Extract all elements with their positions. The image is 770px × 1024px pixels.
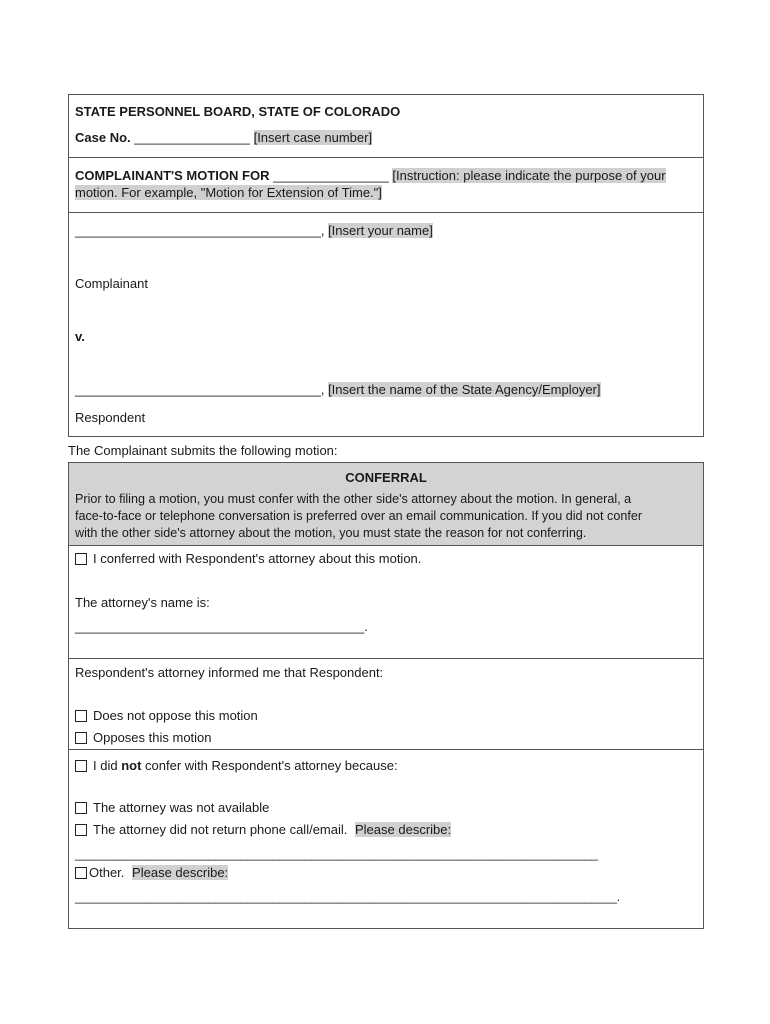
- board-title: STATE PERSONNEL BOARD, STATE OF COLORADO: [75, 104, 401, 119]
- describe-blank-2[interactable]: _____________________________________________________________________________________.: [75, 890, 620, 904]
- opposes-label: Opposes this motion: [93, 730, 212, 745]
- opposes-option: [75, 730, 212, 746]
- versus-label: v.: [75, 329, 85, 344]
- complainant-name-blank[interactable]: __________________________________,: [75, 223, 325, 238]
- no-return-label: The attorney did not return phone call/email.: [93, 822, 348, 837]
- conferral-body-3: with the other side's attorney about the motion, you must state the reason for not conferring.: [75, 526, 587, 540]
- conferral-heading: CONFERRAL: [345, 470, 427, 485]
- motion-title-line: [75, 168, 666, 184]
- complainant-label: Complainant: [75, 276, 148, 291]
- conferral-divider-2: [68, 658, 704, 659]
- does-not-oppose-checkbox[interactable]: [75, 710, 87, 722]
- motion-instruction-1: [Instruction: please indicate the purpose of your: [392, 168, 666, 183]
- respondent-label: Respondent: [75, 410, 146, 425]
- intro-text: The Complainant submits the following motion:: [68, 443, 338, 458]
- caption-divider-1: [68, 157, 704, 158]
- respondent-line: [75, 382, 601, 398]
- case-number-instruction: [Insert case number]: [253, 130, 373, 145]
- caption-divider-2: [68, 212, 704, 213]
- conferred-option-label: I conferred with Respondent's attorney about this motion.: [93, 551, 422, 566]
- complainant-line: [75, 223, 433, 239]
- not-available-option: [75, 800, 269, 816]
- case-number-blank[interactable]: ________________: [134, 130, 250, 145]
- did-not-emphasis: not: [121, 758, 142, 773]
- no-return-checkbox[interactable]: [75, 824, 87, 836]
- describe-blank-1[interactable]: __________________________________________________________________________________: [75, 847, 598, 861]
- did-not-prefix: I did: [93, 758, 118, 773]
- did-not-suffix: confer with Respondent's attorney because:: [145, 758, 398, 773]
- respondent-name-blank[interactable]: __________________________________,: [75, 382, 325, 397]
- conferred-option: [75, 551, 421, 567]
- please-describe-1: Please describe:: [355, 822, 452, 837]
- complainant-instruction: [Insert your name]: [328, 223, 433, 238]
- informed-label: Respondent's attorney informed me that Respondent:: [75, 665, 384, 680]
- other-label: Other.: [89, 865, 125, 880]
- respondent-instruction: [Insert the name of the State Agency/Employer]: [328, 382, 601, 397]
- other-option: [75, 865, 228, 881]
- conferred-checkbox[interactable]: [75, 553, 87, 565]
- conferral-divider-3: [68, 749, 704, 750]
- please-describe-2: Please describe:: [132, 865, 229, 880]
- conferral-body-1: Prior to filing a motion, you must confer with the other side's attorney about the motion. In general, a: [75, 492, 632, 506]
- motion-instruction-2: [75, 185, 382, 201]
- did-not-confer-option: [75, 758, 398, 774]
- attorney-name-blank[interactable]: ________________________________________.: [75, 619, 368, 634]
- case-number-label: Case No.: [75, 130, 131, 145]
- not-available-label: The attorney was not available: [93, 800, 270, 815]
- motion-instruction-2-text: motion. For example, "Motion for Extension of Time."]: [75, 185, 382, 200]
- opposes-checkbox[interactable]: [75, 732, 87, 744]
- does-not-oppose-label: Does not oppose this motion: [93, 708, 258, 723]
- conferral-body-2: face-to-face or telephone conversation is preferred over an email communication. If you did not confer: [75, 509, 643, 523]
- attorney-name-label: The attorney's name is:: [75, 595, 210, 610]
- conferral-divider-1: [68, 545, 704, 546]
- other-checkbox[interactable]: [75, 867, 87, 879]
- no-return-option: [75, 822, 451, 838]
- motion-title-blank[interactable]: ________________: [273, 168, 389, 183]
- motion-title: COMPLAINANT'S MOTION FOR: [75, 168, 270, 183]
- case-number-line: [75, 130, 372, 146]
- does-not-oppose-option: [75, 708, 258, 724]
- not-available-checkbox[interactable]: [75, 802, 87, 814]
- did-not-confer-checkbox[interactable]: [75, 760, 87, 772]
